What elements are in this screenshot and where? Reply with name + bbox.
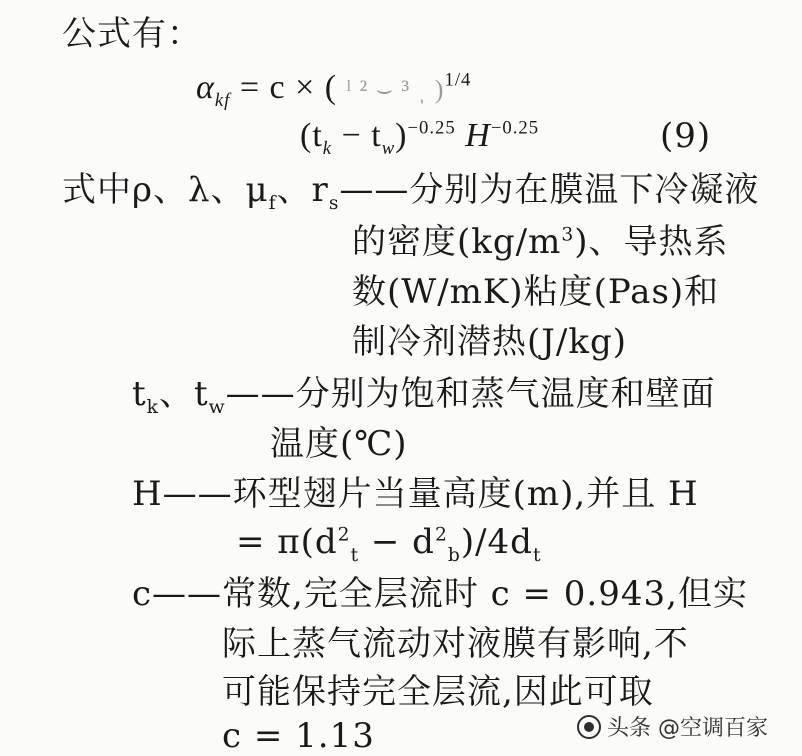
- formula-minus-t: − t: [332, 117, 382, 154]
- definition-2-cont-1: 温度(℃): [270, 424, 408, 464]
- definition-4-cont-3: c = 1.13: [222, 716, 375, 756]
- def1-r-sub: s: [328, 192, 340, 214]
- formula-obscured: ˡ ² ⌣ ³ ˌ ): [346, 75, 445, 104]
- definition-1: [62, 170, 760, 214]
- intro-text: 公式有：: [62, 14, 202, 54]
- formula-lhs: α: [196, 69, 215, 106]
- definition-2: [132, 374, 716, 418]
- def3-sup2: 2: [434, 524, 448, 546]
- def3-sup1: 2: [337, 524, 351, 546]
- watermark-text: 头条 @空调百家: [607, 716, 768, 741]
- formula-H: H: [465, 117, 491, 154]
- def3-sub1: t: [350, 544, 360, 566]
- formula-w-sub: w: [381, 137, 396, 159]
- def3-tail: )/4d: [460, 522, 533, 562]
- def3-sub2: b: [447, 544, 461, 566]
- def2-sep: 、t: [159, 374, 209, 414]
- def2-text: ——分别为饱和蒸气温度和壁面: [225, 374, 716, 414]
- formula-power: 1/4: [444, 69, 472, 91]
- def2-w-sub: w: [208, 396, 226, 418]
- toutiao-logo-icon: [577, 715, 601, 739]
- def1-cont1-tail: )、导热系: [574, 222, 729, 262]
- definition-1-cont-1: [352, 222, 728, 262]
- definition-1-cont-3: 制冷剂潜热(J/kg): [352, 322, 627, 362]
- formula-line-1: [196, 68, 471, 110]
- definition-1-cont-2: 数(W/mK)粘度(Pas)和: [352, 272, 720, 312]
- def1-symbols: 式中ρ、λ、μ: [62, 170, 269, 210]
- formula-paren-c: ): [395, 117, 408, 154]
- def3-sub3: t: [532, 544, 542, 566]
- definition-4-cont-1: 际上蒸气流动对液膜有影响,不: [222, 624, 689, 664]
- def3-cont-a: = π(d: [236, 522, 338, 562]
- formula-number: (9): [660, 116, 712, 156]
- def1-r: 、r: [276, 170, 329, 210]
- def1-cont1-sup: 3: [561, 224, 575, 246]
- def2-k-sub: k: [146, 396, 159, 418]
- formula-paren-a: (t: [300, 117, 323, 154]
- formula-eq: = c × (: [239, 69, 338, 106]
- formula-exp-1: −0.25: [407, 117, 456, 139]
- def1-text: ——分别为在膜温下冷凝液: [339, 170, 760, 210]
- definition-3: H——环型翅片当量高度(m),并且 H: [132, 474, 699, 514]
- formula-line-2: [300, 116, 540, 159]
- formula-exp-2: −0.25: [490, 117, 540, 139]
- formula-lhs-sub: kf: [214, 89, 231, 111]
- formula-k-sub: k: [322, 137, 333, 159]
- watermark: [577, 711, 768, 742]
- definition-4: c——常数,完全层流时 c = 0.943,但实: [132, 574, 748, 614]
- def1-cont1: 的密度(kg/m: [352, 222, 562, 262]
- def3-mid: − d: [359, 522, 435, 562]
- def2-t1: t: [132, 374, 147, 414]
- def1-mu-sub: f: [268, 192, 277, 214]
- definition-3-cont-1: [236, 522, 542, 566]
- definition-4-cont-2: 可能保持完全层流,因此可取: [222, 672, 654, 712]
